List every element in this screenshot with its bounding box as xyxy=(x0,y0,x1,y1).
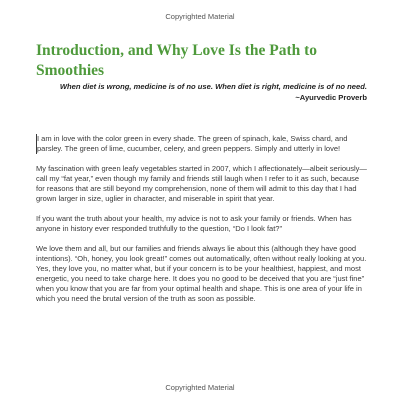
body-text xyxy=(36,134,369,314)
epigraph-quote: When diet is wrong, medicine is of no use. When diet is right, medicine is of no need. xyxy=(59,82,367,91)
paragraph: I am in love with the color green in every shade. The green of spinach, kale, Swiss chard, and parsley. The green of lime, cucumber, celery, and green peppers. Simply and utterly in love! xyxy=(36,134,369,154)
chapter-title: Introduction, and Why Love Is the Path to Smoothies xyxy=(36,42,318,79)
footer-copyright-notice: Copyrighted Material xyxy=(165,383,235,392)
epigraph-attribution: ~Ayurvedic Proverb xyxy=(295,92,367,102)
paragraph: If you want the truth about your health, my advice is not to ask your family or friends. When has anyone in history ever responded truthfully to the question, “Do I look fat?” xyxy=(36,214,352,233)
paragraph: My fascination with green leafy vegetables started in 2007, which I affectionately—albeit seriously—call my “fat year,” even though my family and friends still laugh when I refer to it as such, because for reasons that are still beyond my comprehension, none of them will admit to this day that I had grown larger in size, uglier in character, and miserable in spirit that year. xyxy=(36,164,367,203)
paragraph: We love them and all, but our families and friends always lie about this (although they have good intentions). “Oh, honey, you look great!” comes out automatically, often without really looking at you. Yes, they love you, no matter what, but if your concern is to be your healthiest, happiest, and most energetic, you need to take charge here. It does you no good to be deceived that you are “just fine” when you know that you are far from your optimal health and shape. This is one area of your life in which you need the brutal version of the truth as soon as possible. xyxy=(36,244,367,303)
epigraph xyxy=(47,82,367,103)
header-copyright-notice: Copyrighted Material xyxy=(165,12,235,21)
